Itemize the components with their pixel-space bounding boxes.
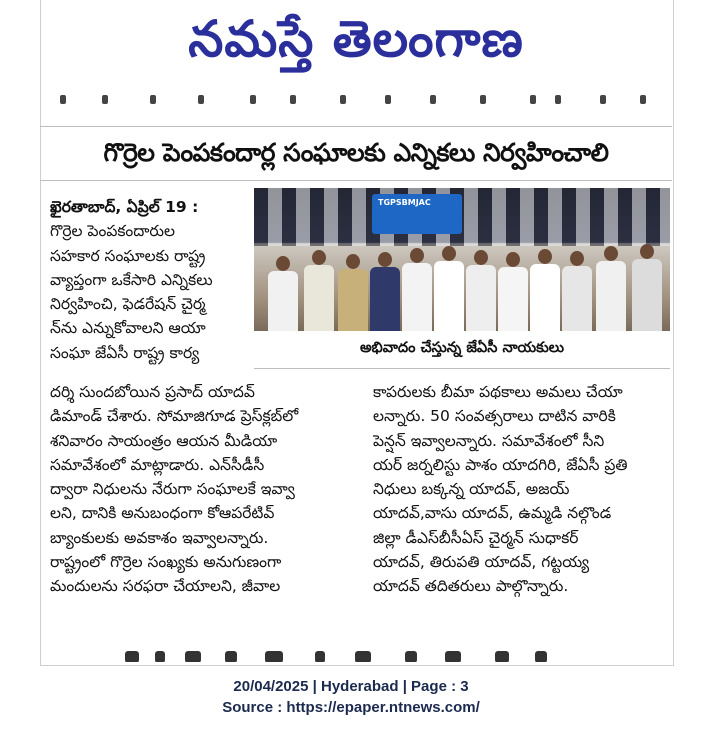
- article-line: కాపరులకు బీమా పథకాలు అమలు చేయా: [373, 383, 623, 401]
- person-figure: [632, 244, 662, 331]
- edition-info: 20/04/2025 | Hyderabad | Page : 3: [233, 678, 469, 695]
- article-line: మందులను సరఫరా చేయాలని, జీవాల: [50, 577, 281, 596]
- cropped-text-strip: [40, 93, 672, 107]
- cropped-next-headline: [115, 648, 555, 662]
- article-line: సమావేశంలో మాట్లాడారు. ఎన్‌సీడీసీ: [50, 455, 265, 474]
- article-line: జిల్లా డీఎస్‌బీసీఏస్ చైర్మన్ సుధాకర్: [373, 528, 579, 547]
- article-line: డిమాండ్ చేశారు. సోమాజిగూడ ప్రెస్‌క్లబ్‌లో: [50, 407, 299, 426]
- article-line: న్‌ను ఎన్నుకోవాలని ఆయా: [50, 319, 206, 338]
- article-line: గొర్రెల పెంపకందారుల: [50, 222, 175, 241]
- person-figure: [466, 250, 496, 331]
- article-column-left-lower: [50, 380, 362, 599]
- article-line: లని, దానికి అనుబంధంగా కోఆపరేటివ్: [50, 504, 275, 523]
- backdrop-banner: [254, 188, 670, 246]
- article-column-right: [373, 380, 671, 599]
- article-line: యాదవ్, తిరుపతి యాదవ్, గట్టయ్య: [373, 553, 590, 572]
- caption-rule: [254, 368, 670, 369]
- article-line: రాష్ట్రంలో గొర్రెల సంఖ్యకు అనుగుణంగా: [50, 553, 282, 572]
- article-photo: [254, 188, 670, 331]
- article-line: దర్శి సుందబోయిన ప్రసాద్ యాదవ్: [50, 383, 255, 401]
- article-column-left-upper: [50, 195, 245, 365]
- article-line: పెన్షన్ ఇవ్వాలన్నారు. సమావేశంలో సీని: [373, 431, 605, 450]
- article-line: శనివారం సాయంత్రం ఆయన మీడియా: [50, 431, 278, 450]
- article-line: నిర్వహించి, ఫెడరేషన్ చైర్మ: [50, 295, 206, 314]
- article-headline: గొర్రెల పెంపకందార్ల సంఘాలకు ఎన్నికలు నిర్వహించాలి: [103, 138, 609, 167]
- person-figure: [268, 256, 298, 331]
- person-figure: [370, 252, 400, 331]
- person-figure: [530, 249, 560, 331]
- article-line: నిధులు బక్కన్న యాదవ్, అజయ్: [373, 480, 570, 499]
- banner-text: TGPSBMJAC: [378, 198, 431, 207]
- newspaper-masthead: నమస్తే తెలంగాణ: [188, 10, 524, 68]
- person-figure: [596, 246, 626, 331]
- article-line: సంఘా జేఏసీ రాష్ట్ర కార్య: [50, 343, 200, 362]
- article-dateline: ఖైరతాబాద్, ఏప్రిల్ 19 :: [50, 198, 199, 216]
- article-line: బ్యాంకులకు అవకాశం ఇవ్వాలన్నారు.: [50, 528, 269, 547]
- article-line: యాదవ్,వాసు యాదవ్, ఉమ్మడి నల్గొండ: [373, 504, 612, 523]
- person-figure: [498, 252, 528, 331]
- article-line: సహకార సంఘాలకు రాష్ట్ర: [50, 246, 206, 265]
- person-figure: [562, 251, 592, 331]
- headline-bottom-rule: [40, 180, 672, 181]
- article-line: యర్ జర్నలిస్టు పాశం యాదగిరి, జేఏసీ ప్రతి: [373, 455, 628, 474]
- article-line: యాదవ్ తదితరులు పాల్గొన్నారు.: [373, 577, 569, 596]
- headline-top-rule: [40, 126, 672, 127]
- article-line: వ్యాప్తంగా ఒకేసారి ఎన్నికలు: [50, 270, 213, 289]
- person-figure: [402, 248, 432, 331]
- person-figure: [304, 250, 334, 331]
- photo-caption: అభివాదం చేస్తున్న జేఏసీ నాయకులు: [359, 340, 565, 356]
- person-figure: [434, 246, 464, 331]
- clipping-footer: [0, 676, 702, 718]
- person-figure: [338, 254, 368, 331]
- article-line: ద్వారా నిధులను నేరుగా సంఘాలకే ఇవ్వా: [50, 480, 295, 499]
- article-line: లన్నారు. 50 సంవత్సరాలు దాటిన వారికి: [373, 407, 616, 426]
- source-link[interactable]: Source : https://epaper.ntnews.com/: [222, 699, 480, 716]
